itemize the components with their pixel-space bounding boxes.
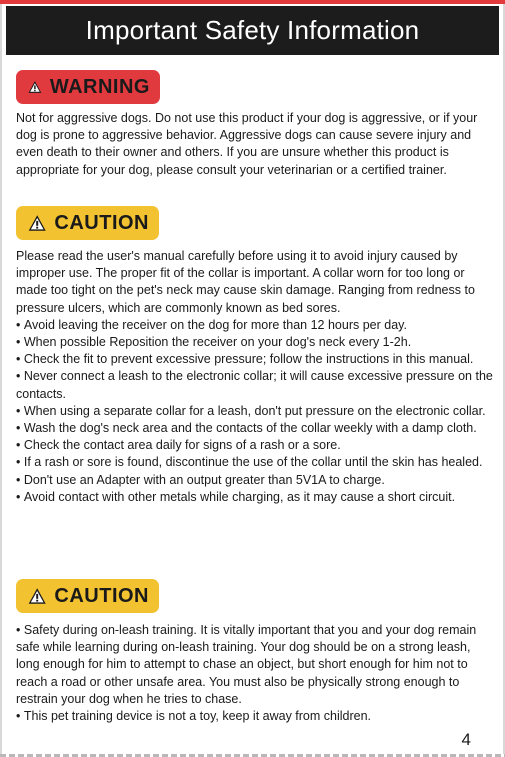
warning-triangle-icon — [28, 75, 42, 99]
list-item: • Don't use an Adapter with an output greater than 5V1A to charge. — [16, 472, 494, 489]
caution-label-1: CAUTION — [54, 211, 149, 234]
caution-badge-2 — [16, 579, 159, 613]
list-item: • When using a separate collar for a leash, don't put pressure on the electronic collar. — [16, 403, 494, 420]
warning-section — [16, 110, 494, 179]
caution-section-2 — [16, 622, 494, 725]
caution-intro: Please read the user's manual carefully before using it to avoid injury caused by improper use. The proper fit of the collar is important. A collar worn for too long or made too tight on the pet's neck may cause skin damage. Ranging from redness to pressure ulcers, which are commonly known as bed sores. — [16, 249, 475, 315]
warning-badge — [16, 70, 160, 104]
list-item: • Avoid contact with other metals while charging, as it may cause a short circuit. — [16, 489, 494, 506]
caution-badge-1 — [16, 206, 159, 240]
caution-section-1 — [16, 248, 494, 506]
caution-list-2 — [16, 622, 494, 725]
left-border — [0, 0, 2, 757]
page-title: Important Safety Information — [85, 15, 420, 45]
list-item: • Check the contact area daily for signs of a rash or a sore. — [16, 437, 494, 454]
page-number: 4 — [461, 730, 471, 749]
list-item: • Avoid leaving the receiver on the dog for more than 12 hours per day. — [16, 317, 494, 334]
warning-label: WARNING — [49, 75, 150, 98]
caution-list-1 — [16, 317, 494, 506]
list-item: • Wash the dog's neck area and the contacts of the collar weekly with a damp cloth. — [16, 420, 494, 437]
warning-triangle-icon — [28, 211, 46, 235]
top-rule — [0, 0, 505, 4]
caution-label-2: CAUTION — [54, 584, 149, 607]
warning-text: Not for aggressive dogs. Do not use this product if your dog is aggressive, or if your dog is prone to aggressive behavior. Aggressive dogs can cause severe injury and even death to their owner and others. If you are unsure whether this product is appropriate for your dog, please consult your veterinarian or a certified trainer. — [16, 111, 478, 177]
list-item: • Check the fit to prevent excessive pressure; follow the instructions in this manual. — [16, 351, 494, 368]
list-item: • If a rash or sore is found, discontinue the use of the collar until the skin has healed. — [16, 454, 494, 471]
list-item: • Safety during on-leash training. It is vitally important that you and your dog remain safe while learning during on-leash training. Your dog should be on a strong leash, long enough for him to attempt to chase an object, but short enough for him not to reach a road or other unsafe area. You must also be physically strong enough to restrain your dog when he tries to chase. — [16, 622, 494, 708]
warning-triangle-icon — [28, 584, 46, 608]
list-item: • When possible Reposition the receiver on your dog's neck every 1-2h. — [16, 334, 494, 351]
list-item: • This pet training device is not a toy, keep it away from children. — [16, 708, 494, 725]
list-item: • Never connect a leash to the electronic collar; it will cause excessive pressure on the contacts. — [16, 368, 494, 402]
page-header — [6, 6, 499, 55]
